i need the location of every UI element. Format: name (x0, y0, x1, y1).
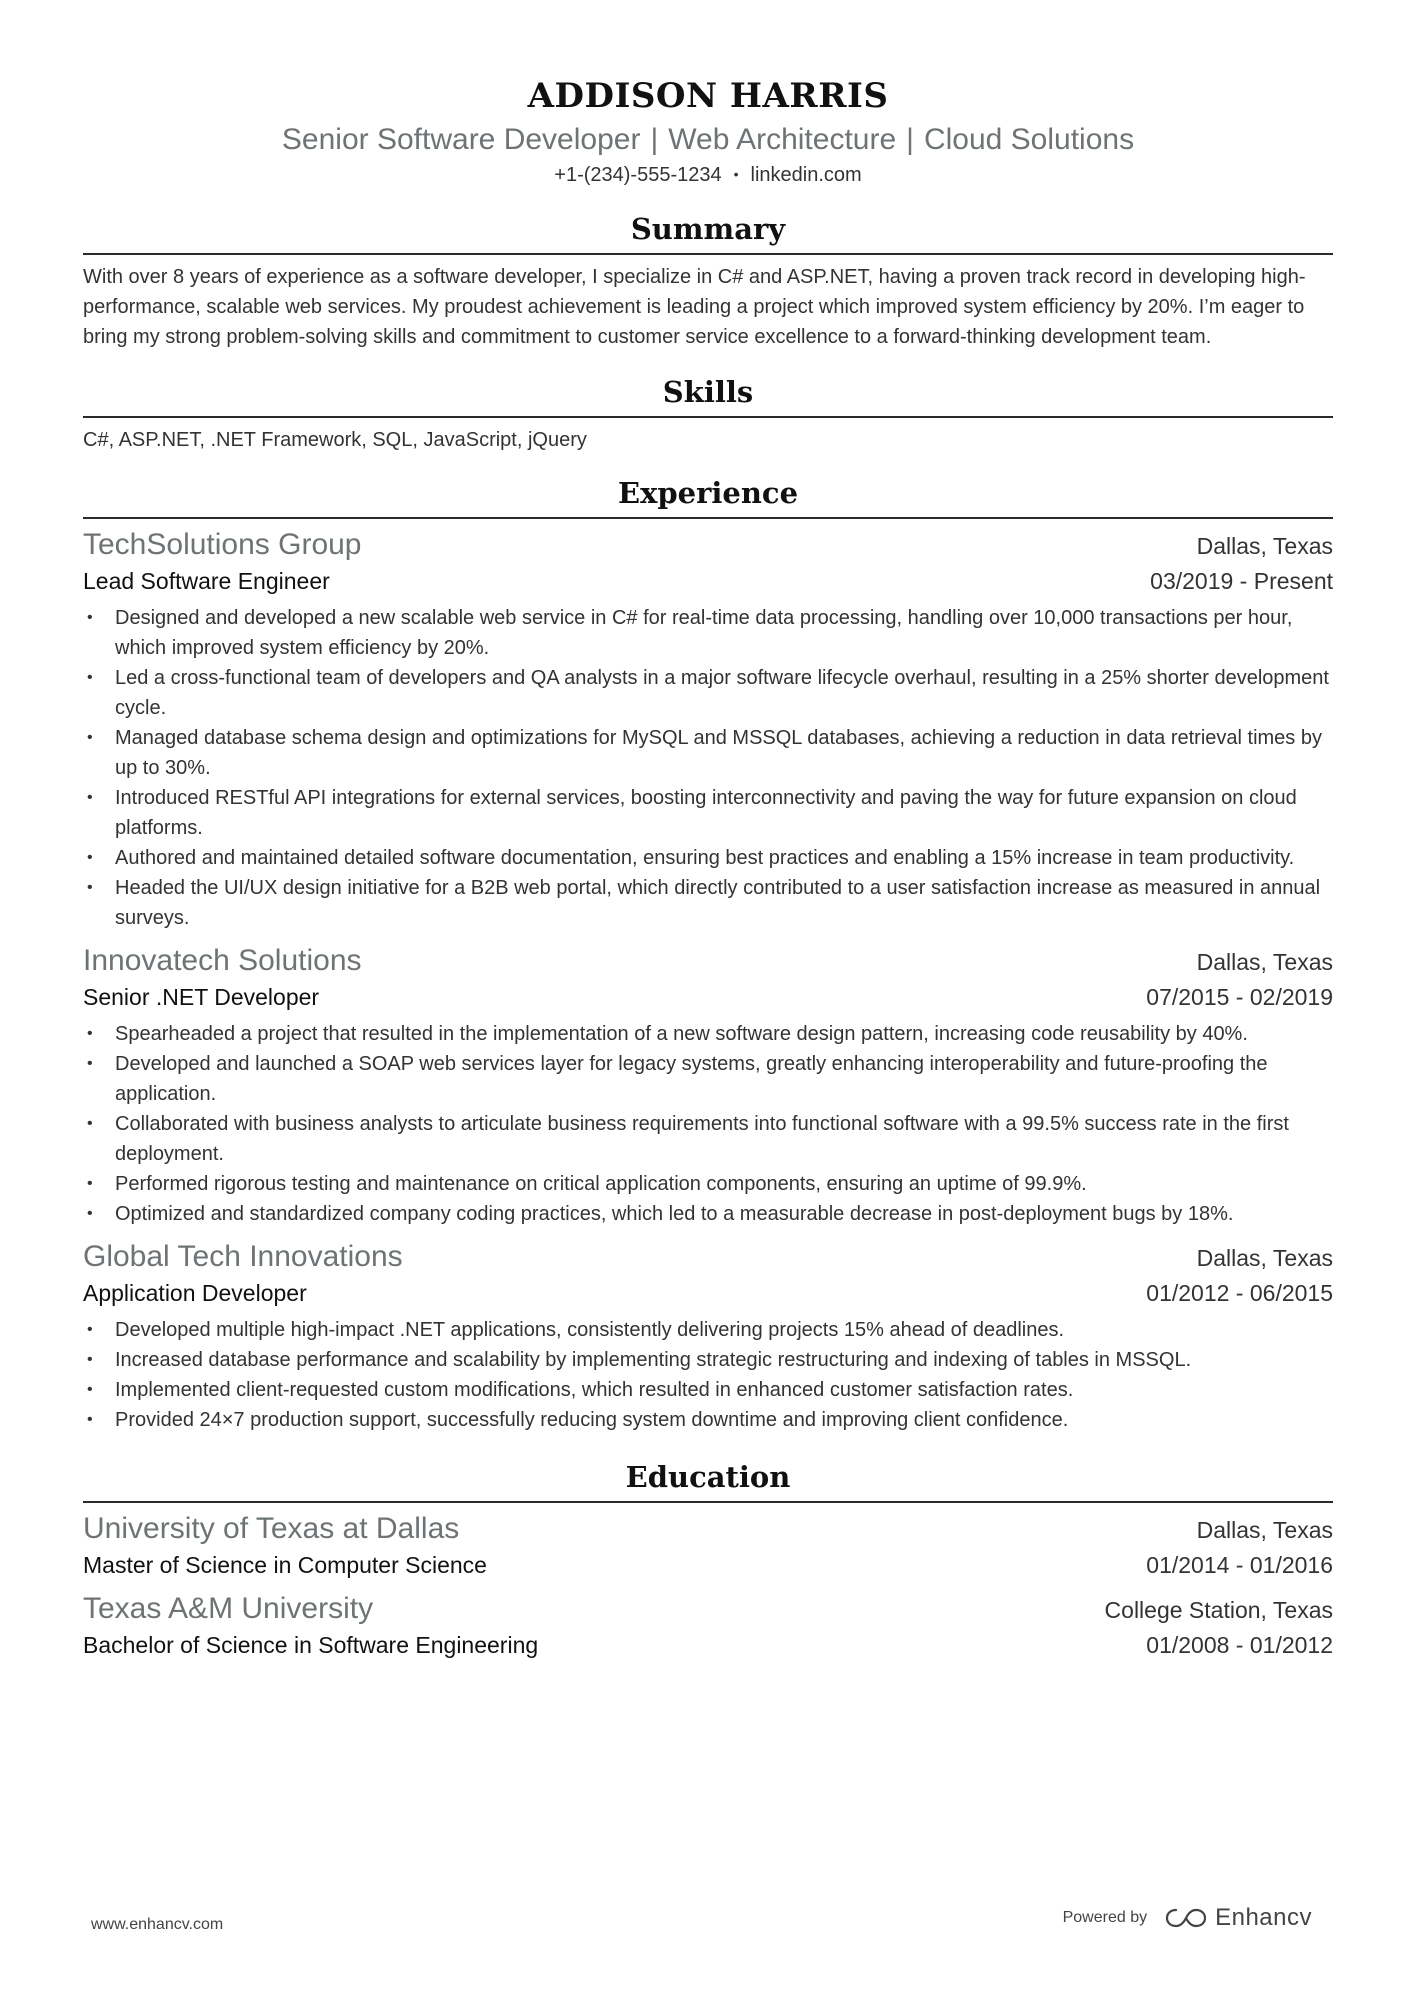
job-title: Senior .NET Developer (83, 984, 320, 1010)
achievement-item: • Headed the UI/UX design initiative for a B2B web portal, which directly contributed to a user satisfaction increase as measured in annual surveys. (83, 873, 1333, 933)
education-entry (83, 1591, 1333, 1661)
headline (83, 123, 1333, 157)
section-divider (83, 1501, 1333, 1503)
job-location: Dallas, Texas (1196, 1245, 1333, 1271)
section-divider (83, 517, 1333, 519)
achievement-item: • Optimized and standardized company coding practices, which led to a measurable decrease in post-deployment bugs by 18%. (83, 1199, 1333, 1229)
achievement-item: • Increased database performance and scalability by implementing strategic restructuring and indexing of tables in MSSQL. (83, 1345, 1333, 1375)
candidate-name: ADDISON HARRIS (527, 76, 889, 116)
education-entry (83, 1511, 1333, 1581)
experience-entry (83, 1239, 1333, 1435)
skills-text: C#, ASP.NET, .NET Framework, SQL, JavaScript, jQuery (83, 429, 587, 451)
achievement-item: • Implemented client-requested custom modifications, which resulted in enhanced customer satisfaction rates. (83, 1375, 1333, 1405)
enhancv-brand-name: Enhancv (1215, 1904, 1312, 1931)
job-dates: 07/2015 - 02/2019 (1146, 984, 1333, 1010)
company-name: TechSolutions Group (83, 528, 362, 561)
achievement-list (83, 603, 1333, 933)
section-title-summary: Summary (630, 212, 786, 246)
footer-branding (1063, 1904, 1312, 1932)
school-name: University of Texas at Dallas (83, 1512, 460, 1545)
section-title-education: Education (625, 1460, 791, 1494)
job-title: Lead Software Engineer (83, 568, 330, 594)
achievement-item: • Led a cross-functional team of developers and QA analysts in a major software lifecycle overhaul, resulting in a 25% shorter development cycle. (83, 663, 1333, 723)
achievement-item: • Managed database schema design and optimizations for MySQL and MSSQL databases, achieving a reduction in data retrieval times by up to 30%. (83, 723, 1333, 783)
powered-by-label: Powered by (1062, 1909, 1148, 1926)
enhancv-brand[interactable] (1165, 1904, 1312, 1932)
achievement-list (83, 1315, 1333, 1435)
headline-item: Cloud Solutions (923, 123, 1135, 156)
headline-item: Web Architecture (668, 123, 897, 156)
job-location: Dallas, Texas (1196, 949, 1333, 975)
experience-entry (83, 527, 1333, 933)
footer-website-link[interactable]: www.enhancv.com (91, 1916, 224, 1933)
job-dates: 03/2019 - Present (1150, 568, 1333, 594)
achievement-item: • Designed and developed a new scalable web service in C# for real-time data processing, handling over 10,000 transactions per hour, which improved system efficiency by 20%. (83, 603, 1333, 663)
school-name: Texas A&M University (83, 1592, 374, 1625)
degree: Bachelor of Science in Software Engineering (83, 1632, 539, 1658)
summary-text: With over 8 years of experience as a software developer, I specialize in C# and ASP.NET, having a proven track record in developing high-performance, scalable web services. My proudest achievement is leading a project which improved system efficiency by 20%. I’m eager to bring my strong problem-solving skills and commitment to customer service excellence to a forward-thinking development team. (83, 266, 1306, 348)
headline-separator: | (650, 123, 659, 156)
headline-item: Senior Software Developer (281, 123, 641, 156)
achievement-item: • Authored and maintained detailed software documentation, ensuring best practices and enabling a 15% increase in team productivity. (83, 843, 1333, 873)
job-title: Application Developer (83, 1280, 307, 1306)
contact-separator: • (733, 166, 739, 182)
achievement-item: • Developed multiple high-impact .NET applications, consistently delivering projects 15% ahead of deadlines. (83, 1315, 1333, 1345)
achievement-item: • Spearheaded a project that resulted in the implementation of a new software design pattern, increasing code reusability by 40%. (83, 1019, 1333, 1049)
linkedin-link[interactable]: linkedin.com (750, 164, 862, 186)
achievement-item: • Developed and launched a SOAP web services layer for legacy systems, greatly enhancing interoperability and future-proofing the application. (83, 1049, 1333, 1109)
contact-line (83, 162, 1333, 189)
school-location: College Station, Texas (1104, 1597, 1333, 1623)
degree: Master of Science in Computer Science (83, 1552, 487, 1578)
headline-separator: | (906, 123, 914, 156)
company-name: Innovatech Solutions (83, 944, 362, 977)
section-divider (83, 253, 1333, 255)
achievement-item: • Collaborated with business analysts to articulate business requirements into functional software with a 99.5% success rate in the first deployment. (83, 1109, 1333, 1169)
enhancv-logo-icon (1165, 1907, 1207, 1929)
achievement-item: • Performed rigorous testing and maintenance on critical application components, ensuring an uptime of 99.9%. (83, 1169, 1333, 1199)
achievement-list (83, 1019, 1333, 1229)
school-location: Dallas, Texas (1196, 1517, 1333, 1543)
experience-entry (83, 943, 1333, 1229)
phone-number: +1-(234)-555-1234 (554, 164, 722, 186)
section-divider (83, 416, 1333, 418)
job-location: Dallas, Texas (1196, 533, 1333, 559)
achievement-item: • Provided 24×7 production support, successfully reducing system downtime and improving client confidence. (83, 1405, 1333, 1435)
section-title-experience: Experience (617, 476, 799, 510)
resume-page (83, 0, 1333, 1661)
company-name: Global Tech Innovations (83, 1240, 403, 1273)
education-dates: 01/2008 - 01/2012 (1146, 1632, 1333, 1658)
achievement-item: • Introduced RESTful API integrations for external services, boosting interconnectivity and paving the way for future expansion on cloud platforms. (83, 783, 1333, 843)
section-title-skills: Skills (662, 375, 754, 409)
job-dates: 01/2012 - 06/2015 (1146, 1280, 1333, 1306)
education-dates: 01/2014 - 01/2016 (1146, 1552, 1333, 1578)
